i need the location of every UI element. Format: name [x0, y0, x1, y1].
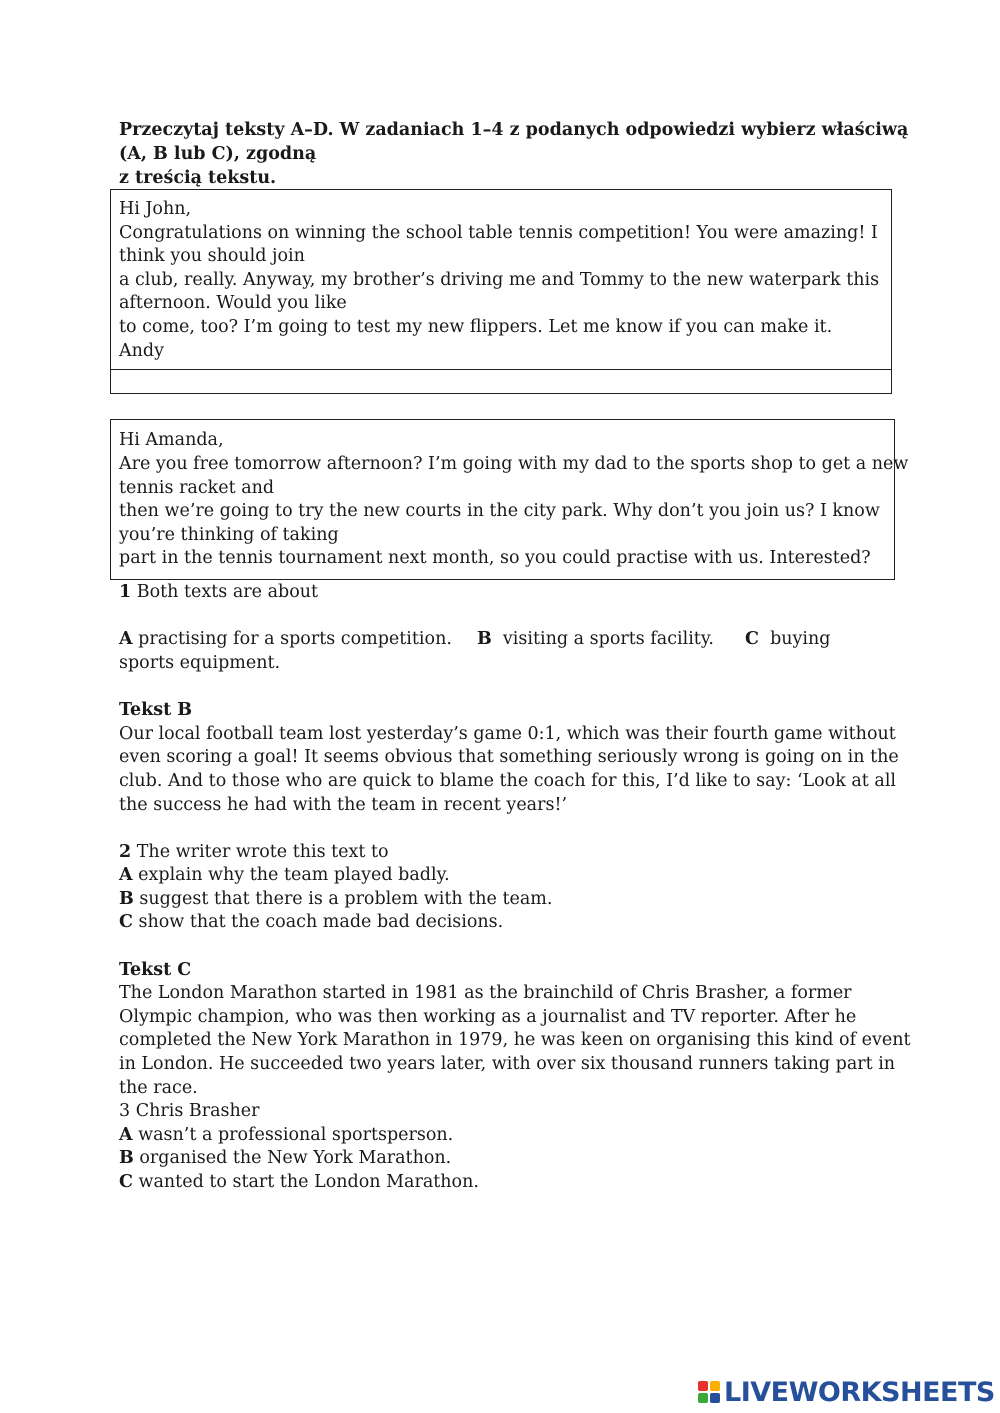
- logo-text: LIVEWORKSHEETS: [724, 1377, 995, 1408]
- instructions-line-3: z treścią tekstu.: [119, 168, 277, 188]
- option-letter: B: [477, 629, 492, 649]
- question-2-option-c[interactable]: [119, 911, 503, 935]
- text-a-signature: Andy: [119, 341, 164, 361]
- question-3-option-b[interactable]: [119, 1147, 451, 1171]
- option-text: explain why the team played badly.: [132, 865, 450, 885]
- text-c-line: The London Marathon started in 1981 as the brainchild of Chris Brasher, a former: [119, 983, 852, 1003]
- question-number: 3: [119, 1101, 131, 1121]
- text-c-line: the race.: [119, 1078, 198, 1098]
- option-text: buying: [758, 629, 831, 649]
- question-2-option-a[interactable]: [119, 864, 450, 888]
- question-text: Chris Brasher: [130, 1101, 260, 1121]
- option-letter: B: [119, 889, 134, 909]
- text-a-greeting: Hi John,: [119, 199, 192, 219]
- option-text: wasn’t a professional sportsperson.: [132, 1125, 454, 1145]
- question-2-stem: [119, 841, 389, 865]
- text-b-heading: Tekst B: [119, 700, 193, 720]
- option-text: visiting a sports facility.: [491, 629, 714, 649]
- text-b-line: even scoring a goal! It seems obvious that something seriously wrong is going on in the: [119, 747, 899, 767]
- text-a2-line: tennis racket and: [119, 478, 275, 498]
- text-b-line: Our local football team lost yesterday’s game 0:1, which was their fourth game without: [119, 724, 896, 744]
- option-text: show that the coach made bad decisions.: [132, 912, 504, 932]
- question-text: Both texts are about: [131, 582, 319, 602]
- text-a2-line: you’re thinking of taking: [119, 525, 339, 545]
- text-a-line: afternoon. Would you like: [119, 293, 347, 313]
- question-3-option-a[interactable]: [119, 1124, 453, 1148]
- question-number: 2: [119, 842, 132, 862]
- question-1-option-a[interactable]: [119, 628, 452, 652]
- text-c-line: in London. He succeeded two years later, with over six thousand runners taking part in: [119, 1054, 896, 1074]
- option-text: suggest that there is a problem with the team.: [133, 889, 553, 909]
- option-text: wanted to start the London Marathon.: [132, 1172, 479, 1192]
- text-a-line: Congratulations on winning the school table tennis competition! You were amazing! I: [119, 223, 878, 243]
- question-text: The writer wrote this text to: [131, 842, 389, 862]
- question-3-option-c[interactable]: [119, 1171, 479, 1195]
- option-text: organised the New York Marathon.: [133, 1148, 452, 1168]
- option-text: practising for a sports competition.: [132, 629, 452, 649]
- text-a-line: to come, too? I’m going to test my new flippers. Let me know if you can make it.: [119, 317, 833, 337]
- question-2-option-b[interactable]: [119, 888, 552, 912]
- instructions-line-2: (A, B lub C), zgodną: [119, 144, 317, 164]
- text-c-line: Olympic champion, who was then working as a journalist and TV reporter. After he: [119, 1007, 857, 1027]
- option-letter: B: [119, 1148, 134, 1168]
- text-c-heading: Tekst C: [119, 960, 192, 980]
- option-letter: C: [119, 1172, 133, 1192]
- text-a2-line: Are you free tomorrow afternoon? I’m going with my dad to the sports shop to get a new: [119, 454, 909, 474]
- liveworksheets-logo[interactable]: [698, 1378, 995, 1408]
- question-1-stem: [119, 581, 318, 605]
- text-a2-line: part in the tennis tournament next month, so you could practise with us. Interested?: [119, 548, 871, 568]
- liveworksheets-logo-icon: [698, 1381, 722, 1405]
- text-c-line: completed the New York Marathon in 1979, he was keen on organising this kind of event: [119, 1030, 911, 1050]
- question-1-option-c-continued: sports equipment.: [119, 653, 281, 673]
- text-a-line: think you should join: [119, 246, 305, 266]
- question-number: 1: [119, 582, 132, 602]
- question-3-stem: [119, 1100, 260, 1124]
- text-a2-line: then we’re going to try the new courts in the city park. Why don’t you join us? I know: [119, 501, 880, 521]
- text-b-line: club. And to those who are quick to blame the coach for this, I’d like to say: ‘Look at all: [119, 771, 897, 791]
- option-letter: A: [119, 865, 133, 885]
- text-a-line: a club, really. Anyway, my brother’s driving me and Tommy to the new waterpark this: [119, 270, 880, 290]
- instructions-line-1: Przeczytaj teksty A–D. W zadaniach 1–4 z podanych odpowiedzi wybierz właściwą: [119, 120, 909, 140]
- option-letter: C: [119, 912, 133, 932]
- option-letter: A: [119, 1125, 133, 1145]
- text-a2-greeting: Hi Amanda,: [119, 430, 224, 450]
- text-a-box-divider: [110, 369, 892, 370]
- option-letter: C: [745, 629, 759, 649]
- question-1-option-b[interactable]: [477, 628, 714, 652]
- text-b-line: the success he had with the team in recent years!’: [119, 795, 568, 815]
- question-1-option-c[interactable]: [745, 628, 831, 652]
- option-letter: A: [119, 629, 133, 649]
